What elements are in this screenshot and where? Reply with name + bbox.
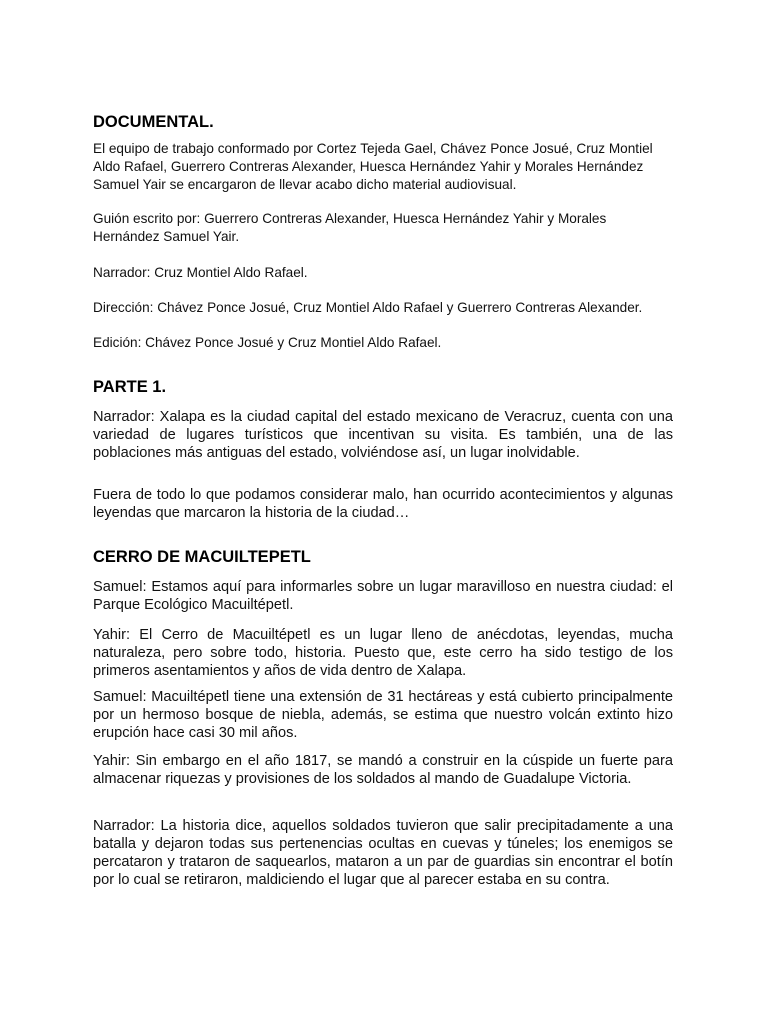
cerro-narrator-text: Narrador: La historia dice, aquellos soldados tuvieron que salir precipitadamente a una batalla y dejaron todas sus pertenencias ocultas en cuevas y túneles; los enemigos se percataron y trataron de saquearlos, mataron a un par de guardias sin encontrar el botín por lo cual se retiraron, maldiciendo el lugar que al parecer estaba en su contra. xyxy=(93,818,673,888)
credits-paragraph-direction xyxy=(93,299,673,317)
credits-paragraph-script xyxy=(93,210,673,246)
credits-script-text: Guión escrito por: Guerrero Contreras Alexander, Huesca Hernández Yahir y Morales Hernández Samuel Yair. xyxy=(93,211,607,244)
credits-edition-text: Edición: Chávez Ponce Josué y Cruz Montiel Aldo Rafael. xyxy=(93,335,442,350)
credits-narrator-text: Narrador: Cruz Montiel Aldo Rafael. xyxy=(93,265,308,280)
cerro-paragraph-3 xyxy=(93,688,673,742)
cerro-paragraph-5 xyxy=(93,817,673,889)
section-heading-cerro: CERRO DE MACUILTEPETL xyxy=(93,548,311,566)
credits-paragraph-team xyxy=(93,140,673,194)
part1-narrator-text-1: Narrador: Xalapa es la ciudad capital del estado mexicano de Veracruz, cuenta con una variedad de lugares turísticos que incentivan su visita. Es también, una de las poblaciones más antiguas del estado, volviéndose así, un lugar inolvidable. xyxy=(93,409,673,461)
cerro-paragraph-1 xyxy=(93,578,673,614)
cerro-dialogue-samuel-1: Samuel: Estamos aquí para informarles sobre un lugar maravilloso en nuestra ciudad: el Parque Ecológico Macuiltépetl. xyxy=(93,579,673,613)
part1-narrator-text-2: Fuera de todo lo que podamos considerar malo, han ocurrido acontecimientos y algunas leyendas que marcaron la historia de la ciudad… xyxy=(93,487,673,521)
cerro-dialogue-yahir-1: Yahir: El Cerro de Macuiltépetl es un lugar lleno de anécdotas, leyendas, mucha naturaleza, pero sobre todo, historia. Puesto que, este cerro ha sido testigo de los primeros asentamientos y años de vida dentro de Xalapa. xyxy=(93,627,673,679)
cerro-paragraph-4 xyxy=(93,752,673,788)
cerro-dialogue-yahir-2: Yahir: Sin embargo en el año 1817, se mandó a construir en la cúspide un fuerte para almacenar riquezas y provisiones de los soldados al mando de Guadalupe Victoria. xyxy=(93,753,673,787)
credits-team-text: El equipo de trabajo conformado por Cortez Tejeda Gael, Chávez Ponce Josué, Cruz Montiel Aldo Rafael, Guerrero Contreras Alexander, Huesca Hernández Yahir y Morales Hernández Samuel Yair se encargaron de llevar acabo dicho material audiovisual. xyxy=(93,141,653,192)
credits-paragraph-narrator xyxy=(93,264,673,282)
section-heading-documental: DOCUMENTAL. xyxy=(93,113,214,131)
part1-paragraph-2 xyxy=(93,486,673,522)
cerro-dialogue-samuel-2: Samuel: Macuiltépetl tiene una extensión de 31 hectáreas y está cubierto principalmente por un hermoso bosque de niebla, además, se estima que nuestro volcán extinto hizo erupción hace casi 30 mil años. xyxy=(93,689,673,741)
part1-paragraph-1 xyxy=(93,408,673,462)
cerro-paragraph-2 xyxy=(93,626,673,680)
section-heading-parte-1: PARTE 1. xyxy=(93,378,167,396)
credits-direction-text: Dirección: Chávez Ponce Josué, Cruz Montiel Aldo Rafael y Guerrero Contreras Alexander. xyxy=(93,300,643,315)
credits-paragraph-edition xyxy=(93,334,673,352)
